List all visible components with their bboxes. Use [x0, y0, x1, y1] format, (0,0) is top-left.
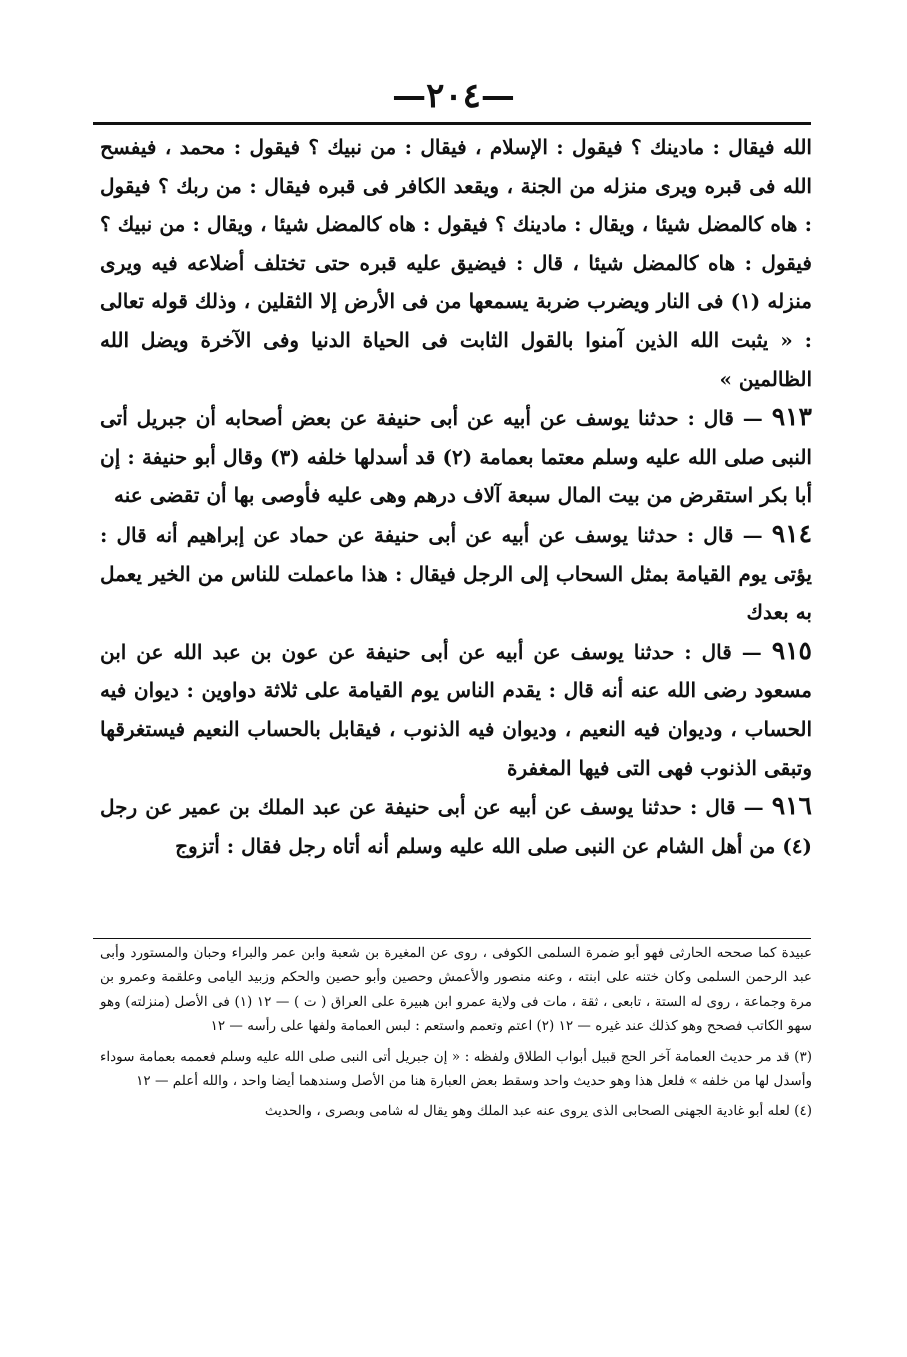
- hadith-number: ٩١٣: [771, 402, 812, 432]
- page-number: —٢٠٤—: [392, 76, 515, 116]
- footnote: عبيدة كما صححه الحارثى فهو أبو ضمرة السلمى الكوفى ، روى عن المغيرة بن شعبة وابن عمر والبراء وحبان والمستورد وأبى عبد الرحمن السلمى وكان ختنه على ابنته ، وعنه منصور والأعمش وحصين وأبو حصين والحكم وزبيد اليامى وعلقمة وعمرو بن مرة وجماعة ، روى له الستة ، تابعى ، ثقة ، مات فى ولاية عمرو ابن هبيرة على العراق ( ت ) — ١٢ (١) فى الأصل (منزلته) وهو سهو الكاتب فصحح وهو كذلك عند غيره — ١٢ (٢) اعتم وتعمم واستعم : لبس العمامة ولفها على رأسه — ١٢: [100, 945, 813, 1035]
- footnote: (٤) لعله أبو غادية الجهنى الصحابى الذى يروى عنه عبد الملك وهو يقال له شامى وبصرى ، والحديث: [264, 1103, 812, 1120]
- footnote-rule: [93, 938, 811, 939]
- hadith-text: — قال : حدثنا يوسف عن أبيه عن أبى حنيفة عن عبد الملك بن عمير عن رجل (٤) من أهل الشام عن النبى صلى الله عليه وسلم أنه أتاه رجل فقال : أتزوج: [100, 795, 812, 858]
- hadith-paragraph: [100, 632, 812, 787]
- hadith-paragraph: [100, 515, 812, 632]
- hadith-paragraph: [100, 787, 812, 865]
- header-rule: [93, 122, 811, 125]
- hadith-text: — قال : حدثنا يوسف عن أبيه عن أبى حنيفة عن بعض أصحابه أن جبريل أتى النبى صلى الله عليه وسلم معتما بعمامة (٢) قد أسدلها خلفه (٣) وقال أبو حنيفة : إن أبا بكر استقرض من بيت المال سبعة آلاف درهم وهى عليه فأوصى بها أن تقضى عنه: [100, 406, 812, 508]
- footnotes-block: [100, 941, 812, 1124]
- hadith-number: ٩١٥: [771, 635, 812, 665]
- hadith-number: ٩١٦: [771, 791, 812, 821]
- hadith-text: — قال : حدثنا يوسف عن أبيه عن أبى حنيفة عن حماد عن إبراهيم أنه قال : يؤتى يوم القيامة بمثل السحاب إلى الرجل فيقال : هذا ماعملت للناس من الخير يعمل به بعدك: [100, 522, 812, 625]
- hadith-number: ٩١٤: [771, 518, 813, 548]
- hadith-paragraph: [100, 398, 812, 515]
- main-text-block: [100, 128, 812, 865]
- hadith-text: — قال : حدثنا يوسف عن أبيه عن أبى حنيفة عن عون بن عبد الله عن ابن مسعود رضى الله عنه أنه قال : يقدم الناس يوم القيامة على ثلاثة دواوين : ديوان فيه الحساب ، وديوان فيه النعيم ، وديوان فيه الذنوب ، فيقابل بالحساب النعيم فيستغرقها وتبقى الذنوب فهى التى فيها المغفرة: [100, 639, 813, 780]
- footnote: (٣) قد مر حديث العمامة آخر الحج قبيل أبواب الطلاق ولفظه : « إن جبريل أتى النبى صلى الله عليه وسلم فعممه بعمامة سوداء وأسدل لها من خلفه » فلعل هذا وهو حديث واحد وسقط بعض العبارة هنا من الأصل وسندهما أيضا واحد ، والله أعلم — ١٢: [100, 1048, 812, 1090]
- opening-paragraph: الله فيقال : مادينك ؟ فيقول : الإسلام ، فيقال : من نبيك ؟ فيقول : محمد ، فيفسح الله فى قبره ويرى منزله من الجنة ، ويقعد الكافر فى قبره فيقال : من ربك ؟ فيقول : هاه كالمضل شيئا ، ويقال : مادينك ؟ فيقول : هاه كالمضل شيئا ، ويقال : من نبيك ؟ فيقول : هاه كالمضل شيئا ، قال : فيضيق عليه قبره حتى تختلف أضلاعه فيه ويرى منزله (١) فى النار ويضرب ضربة يسمعها من فى الأرض إلا الثقلين ، وذلك قوله تعالى : « يثبت الله الذين آمنوا بالقول الثابت فى الحياة الدنيا وفى الآخرة ويضل الله الظالمين »: [100, 135, 812, 391]
